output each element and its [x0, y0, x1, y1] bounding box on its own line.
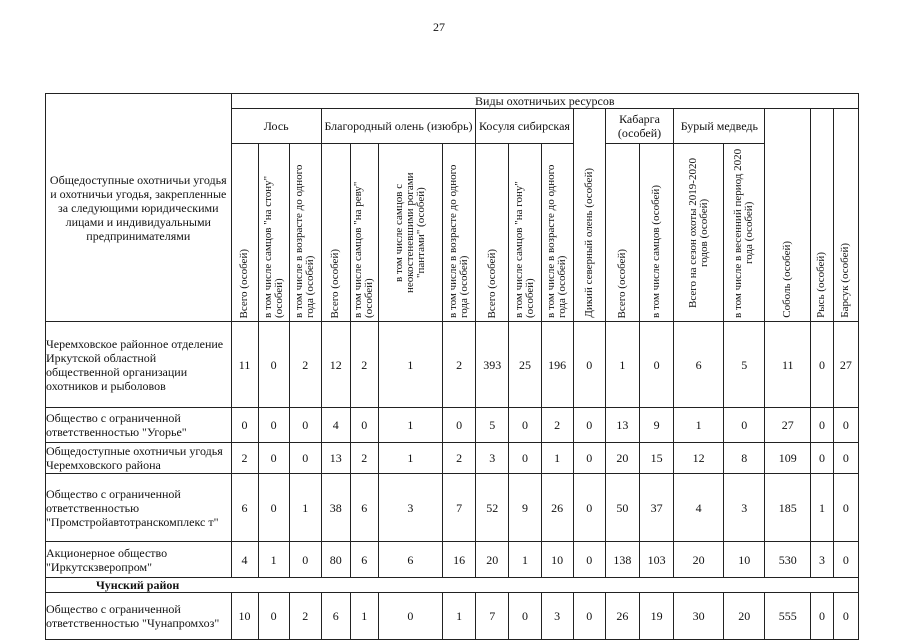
col-olen-total: Всего (особей) — [321, 144, 350, 322]
cell: 2 — [443, 322, 476, 408]
cell: 12 — [321, 322, 350, 408]
cell: 20 — [674, 542, 724, 578]
cell: 393 — [476, 322, 509, 408]
cell: 0 — [833, 408, 858, 443]
cell: 6 — [231, 474, 258, 542]
col-kab-total: Всего (особей) — [605, 144, 639, 322]
col-olen-males: в том числе самцов "на реву" (особей) — [350, 144, 378, 322]
row-name: Черемховское районное отделение Иркутской областной общественной организации охотников и рыболовов — [46, 322, 232, 408]
cell: 19 — [640, 593, 674, 640]
cell: 0 — [723, 408, 764, 443]
cell: 52 — [476, 474, 509, 542]
cell: 26 — [541, 474, 573, 542]
cell: 9 — [640, 408, 674, 443]
cell: 3 — [476, 443, 509, 474]
col-bear-spring: в том числе в весенний период 2020 года (особей) — [723, 144, 764, 322]
table-row — [46, 542, 859, 578]
district-heading: Чунский район — [46, 578, 859, 593]
cell: 138 — [605, 542, 639, 578]
hunting-resources-table — [45, 93, 859, 640]
table-row — [46, 322, 859, 408]
cell: 8 — [723, 443, 764, 474]
row-name: Общество с ограниченной ответственностью "Чунапромхоз" — [46, 593, 232, 640]
cell: 37 — [640, 474, 674, 542]
col-wild-deer: Дикий северный олень (особей) — [573, 109, 605, 322]
cell: 0 — [258, 474, 289, 542]
org-column-header: Общедоступные охотничьи угодья и охотничьи угодья, закрепленные за следующими юридическими лицами и индивидуальными предпринимателями — [46, 94, 232, 322]
cell: 0 — [573, 322, 605, 408]
cell: 1 — [258, 542, 289, 578]
cell: 1 — [541, 443, 573, 474]
cell: 1 — [378, 443, 442, 474]
cell: 80 — [321, 542, 350, 578]
cell: 3 — [723, 474, 764, 542]
group-olen: Благородный олень (изюбрь) — [321, 109, 475, 144]
col-bear-season: Всего на сезон охоты 2019-2020 годов (особей) — [674, 144, 724, 322]
cell: 2 — [289, 322, 321, 408]
cell: 1 — [443, 593, 476, 640]
table-row — [46, 443, 859, 474]
cell: 0 — [573, 474, 605, 542]
col-los-young: в том числе в возрасте до одного года (особей) — [289, 144, 321, 322]
col-olen-panty: в том числе самцов с неокостеневшими рогами "пантами" (особей) — [378, 144, 442, 322]
cell: 0 — [833, 443, 858, 474]
cell: 0 — [258, 443, 289, 474]
table-row — [46, 408, 859, 443]
page-number: 27 — [433, 20, 445, 34]
cell: 2 — [350, 322, 378, 408]
cell: 2 — [443, 443, 476, 474]
cell: 20 — [723, 593, 764, 640]
cell: 555 — [765, 593, 811, 640]
cell: 50 — [605, 474, 639, 542]
cell: 11 — [765, 322, 811, 408]
cell: 0 — [509, 408, 541, 443]
cell: 9 — [509, 474, 541, 542]
col-sable: Соболь (особей) — [765, 109, 811, 322]
cell: 0 — [258, 593, 289, 640]
cell: 0 — [811, 443, 834, 474]
cell: 0 — [573, 593, 605, 640]
cell: 0 — [640, 322, 674, 408]
cell: 3 — [811, 542, 834, 578]
cell: 103 — [640, 542, 674, 578]
row-name: Акционерное общество "Иркутскзверопром" — [46, 542, 232, 578]
cell: 2 — [231, 443, 258, 474]
col-olen-young: в том числе в возрасте до одного года (особей) — [443, 144, 476, 322]
cell: 6 — [350, 474, 378, 542]
cell: 0 — [833, 542, 858, 578]
cell: 0 — [443, 408, 476, 443]
cell: 0 — [231, 408, 258, 443]
cell: 530 — [765, 542, 811, 578]
group-medved: Бурый медведь — [674, 109, 765, 144]
cell: 6 — [674, 322, 724, 408]
cell: 4 — [321, 408, 350, 443]
cell: 0 — [573, 542, 605, 578]
cell: 1 — [378, 322, 442, 408]
cell: 0 — [378, 593, 442, 640]
row-name: Общество с ограниченной ответственностью "Промстройавтотранскомплекс т" — [46, 474, 232, 542]
cell: 7 — [443, 474, 476, 542]
cell: 0 — [258, 322, 289, 408]
cell: 4 — [674, 474, 724, 542]
col-lynx: Рысь (особей) — [811, 109, 834, 322]
row-name: Общедоступные охотничьи угодья Черемховского района — [46, 443, 232, 474]
col-los-total: Всего (особей) — [231, 144, 258, 322]
col-kab-males: в том числе самцов (особей) — [640, 144, 674, 322]
table-row — [46, 474, 859, 542]
cell: 109 — [765, 443, 811, 474]
col-kos-males: в том числе самцов "на гону" (особей) — [509, 144, 541, 322]
cell: 12 — [674, 443, 724, 474]
cell: 13 — [321, 443, 350, 474]
cell: 1 — [605, 322, 639, 408]
cell: 5 — [476, 408, 509, 443]
cell: 13 — [605, 408, 639, 443]
col-kos-young: в том числе в возрасте до одного года (особей) — [541, 144, 573, 322]
cell: 11 — [231, 322, 258, 408]
cell: 10 — [723, 542, 764, 578]
cell: 0 — [811, 593, 834, 640]
cell: 0 — [811, 408, 834, 443]
cell: 20 — [605, 443, 639, 474]
cell: 0 — [573, 408, 605, 443]
cell: 6 — [378, 542, 442, 578]
cell: 27 — [833, 322, 858, 408]
cell: 0 — [833, 593, 858, 640]
cell: 0 — [811, 322, 834, 408]
cell: 2 — [289, 593, 321, 640]
cell: 15 — [640, 443, 674, 474]
row-name: Общество с ограниченной ответственностью "Угорье" — [46, 408, 232, 443]
group-kosulya: Косуля сибирская — [476, 109, 573, 144]
cell: 38 — [321, 474, 350, 542]
cell: 25 — [509, 322, 541, 408]
cell: 30 — [674, 593, 724, 640]
cell: 185 — [765, 474, 811, 542]
cell: 1 — [811, 474, 834, 542]
cell: 0 — [509, 593, 541, 640]
group-kabarga: Кабарга (особей) — [605, 109, 673, 144]
col-los-males: в том числе самцов "на стону" (особей) — [258, 144, 289, 322]
cell: 2 — [541, 408, 573, 443]
cell: 0 — [289, 408, 321, 443]
col-kos-total: Всего (особей) — [476, 144, 509, 322]
cell: 3 — [378, 474, 442, 542]
cell: 27 — [765, 408, 811, 443]
cell: 1 — [378, 408, 442, 443]
cell: 10 — [541, 542, 573, 578]
cell: 7 — [476, 593, 509, 640]
cell: 4 — [231, 542, 258, 578]
cell: 0 — [350, 408, 378, 443]
cell: 1 — [509, 542, 541, 578]
cell: 1 — [289, 474, 321, 542]
cell: 0 — [289, 443, 321, 474]
cell: 16 — [443, 542, 476, 578]
cell: 0 — [258, 408, 289, 443]
cell: 3 — [541, 593, 573, 640]
cell: 6 — [321, 593, 350, 640]
cell: 6 — [350, 542, 378, 578]
cell: 0 — [509, 443, 541, 474]
cell: 26 — [605, 593, 639, 640]
cell: 10 — [231, 593, 258, 640]
table-row — [46, 593, 859, 640]
cell: 20 — [476, 542, 509, 578]
cell: 0 — [573, 443, 605, 474]
cell: 196 — [541, 322, 573, 408]
cell: 0 — [833, 474, 858, 542]
col-badger: Барсук (особей) — [833, 109, 858, 322]
resources-title: Виды охотничьих ресурсов — [231, 94, 858, 109]
cell: 0 — [289, 542, 321, 578]
cell: 1 — [674, 408, 724, 443]
cell: 1 — [350, 593, 378, 640]
group-los: Лось — [231, 109, 321, 144]
cell: 2 — [350, 443, 378, 474]
cell: 5 — [723, 322, 764, 408]
